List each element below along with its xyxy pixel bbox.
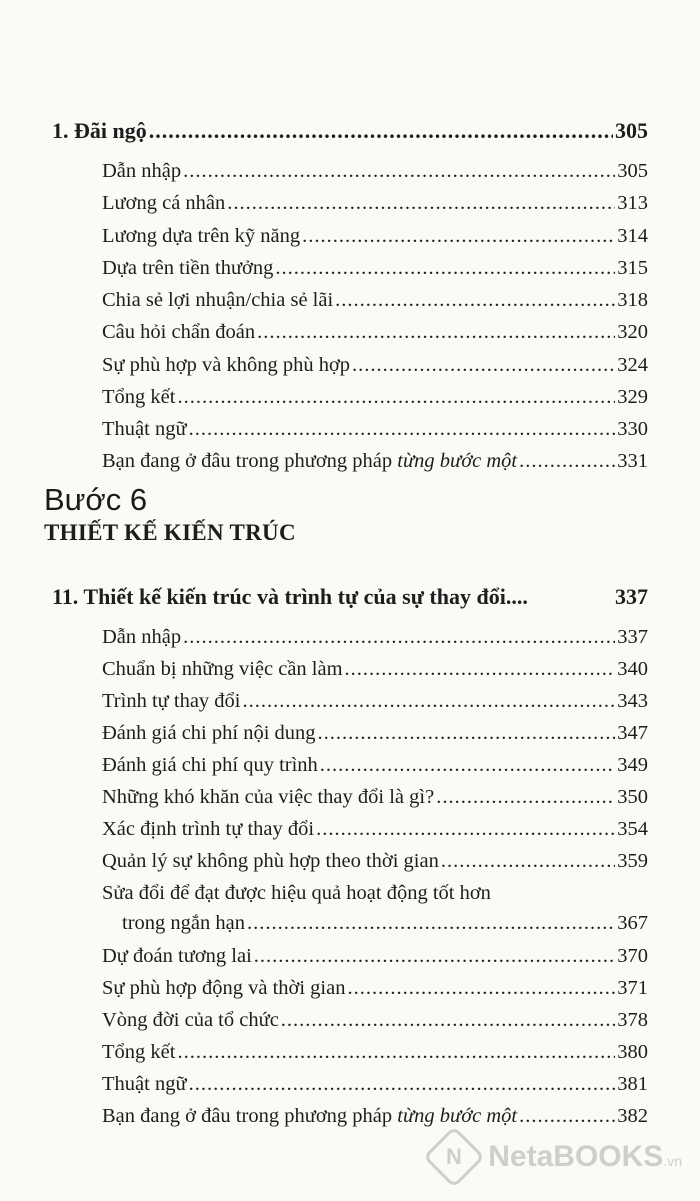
entry-label: Đánh giá chi phí nội dung <box>102 722 316 744</box>
page-number: 349 <box>617 754 648 776</box>
entry-label: Trình tự thay đổi <box>102 690 241 712</box>
entry-label-text: Bạn đang ở đâu trong phương pháp <box>102 450 398 472</box>
toc-entry[interactable] <box>102 253 648 283</box>
entry-label: Sự phù hợp và không phù hợp <box>102 354 351 376</box>
step-title: Bước 6 <box>44 482 148 517</box>
page-number: 340 <box>617 658 648 680</box>
toc-entry[interactable] <box>102 718 648 748</box>
entry-label: Xác định trình tự thay đổi <box>102 818 315 840</box>
toc-entry[interactable] <box>102 350 648 380</box>
entry-label: Lương dựa trên kỹ năng <box>102 225 301 247</box>
page-number: 337 <box>617 626 648 648</box>
entry-label-italic: từng bước một <box>397 1105 518 1127</box>
toc-entry[interactable] <box>102 382 648 412</box>
page-number: 350 <box>617 786 648 808</box>
page-number: 305 <box>617 160 648 182</box>
page-number: 313 <box>617 192 648 214</box>
dot-leader <box>275 253 615 283</box>
entry-label-italic: từng bước một <box>397 450 518 472</box>
entry-label: Dự đoán tương lai <box>102 945 252 967</box>
page-number: 343 <box>617 690 648 712</box>
page-number: 367 <box>617 912 648 934</box>
dot-leader <box>281 1005 615 1035</box>
watermark-logo <box>432 1135 682 1179</box>
toc-entry[interactable] <box>102 846 648 876</box>
dot-leader <box>183 156 615 186</box>
chapter-label: 1. Đãi ngộ <box>52 118 147 143</box>
entry-label: Dựa trên tiền thưởng <box>102 257 274 279</box>
entry-label: Chia sẻ lợi nhuận/chia sẻ lãi <box>102 289 334 311</box>
toc-entry[interactable] <box>102 285 648 315</box>
page-number: 305 <box>615 118 648 143</box>
dot-leader <box>149 116 613 146</box>
toc-entry[interactable] <box>102 1037 648 1067</box>
toc-entry[interactable] <box>102 446 648 476</box>
entry-label-continued: trong ngắn hạn <box>122 912 245 934</box>
toc-entry[interactable] <box>102 750 648 780</box>
entry-label: Tổng kết <box>102 1041 176 1063</box>
entry-label: Câu hỏi chẩn đoán <box>102 321 256 343</box>
dot-leader <box>247 908 615 938</box>
dot-leader <box>519 446 615 476</box>
page-number: 329 <box>617 386 648 408</box>
toc-entry[interactable] <box>102 221 648 251</box>
page-number: 354 <box>617 818 648 840</box>
toc-entry[interactable] <box>102 156 648 186</box>
page-number: 381 <box>617 1073 648 1095</box>
part-title: THIẾT KẾ KIẾN TRÚC <box>44 520 296 545</box>
page-number: 347 <box>617 722 648 744</box>
toc-entry-line-1[interactable] <box>102 878 648 908</box>
entry-label: Sửa đổi để đạt được hiệu quả hoạt động tốt hơn <box>102 882 491 904</box>
entry-label: Dẫn nhập <box>102 626 182 648</box>
watermark-text: NetaBOOKS.vn <box>488 1140 682 1173</box>
chapter-label: 11. Thiết kế kiến trúc và trình tự của sự thay đổi.... <box>52 584 528 609</box>
entry-label-text: Bạn đang ở đâu trong phương pháp <box>102 1105 398 1127</box>
dot-leader <box>227 188 615 218</box>
dot-leader <box>189 1069 616 1099</box>
page-number: 320 <box>617 321 648 343</box>
dot-leader <box>316 814 615 844</box>
dot-leader <box>189 414 616 444</box>
toc-entry[interactable] <box>102 814 648 844</box>
toc-chapter-11[interactable] <box>52 582 648 612</box>
dot-leader <box>177 382 615 412</box>
entry-label: Thuật ngữ <box>102 1073 187 1095</box>
entry-label: Dẫn nhập <box>102 160 182 182</box>
page-number: 324 <box>617 354 648 376</box>
entry-label: Những khó khăn của việc thay đổi là gì? <box>102 786 435 808</box>
entry-label: Đánh giá chi phí quy trình <box>102 754 318 776</box>
page-number: 371 <box>617 977 648 999</box>
toc-entry[interactable] <box>102 941 648 971</box>
toc-chapter-10[interactable] <box>52 116 648 146</box>
dot-leader <box>441 846 615 876</box>
dot-leader <box>320 750 615 780</box>
toc-entry[interactable] <box>102 414 648 444</box>
toc-entry-line-2[interactable] <box>122 908 648 938</box>
dot-leader <box>177 1037 615 1067</box>
toc-entry[interactable] <box>102 317 648 347</box>
toc-entry[interactable] <box>102 973 648 1003</box>
entry-label: Lương cá nhân <box>102 192 226 214</box>
dot-leader <box>519 1101 615 1131</box>
toc-entry[interactable] <box>102 1069 648 1099</box>
entry-label: Sự phù hợp động và thời gian <box>102 977 346 999</box>
page-number: 370 <box>617 945 648 967</box>
entry-label <box>102 446 517 476</box>
toc-entry[interactable] <box>102 1005 648 1035</box>
dot-leader <box>352 350 615 380</box>
toc-entry[interactable] <box>102 622 648 652</box>
page-number: 318 <box>617 289 648 311</box>
dot-leader <box>183 622 615 652</box>
toc-entry[interactable] <box>102 782 648 812</box>
page-number: 380 <box>617 1041 648 1063</box>
page-number: 314 <box>617 225 648 247</box>
toc-entry[interactable] <box>102 1101 648 1131</box>
entry-label: Chuẩn bị những việc cần làm <box>102 658 343 680</box>
page-number: 330 <box>617 418 648 440</box>
page-number: 382 <box>617 1105 648 1127</box>
page-number: 331 <box>617 450 648 472</box>
toc-entry[interactable] <box>102 654 648 684</box>
dot-leader <box>257 317 615 347</box>
dot-leader <box>318 718 616 748</box>
page-number: 315 <box>617 257 648 279</box>
dot-leader <box>345 654 616 684</box>
entry-label <box>102 1101 517 1131</box>
dot-leader <box>254 941 615 971</box>
netabooks-logo-icon: N <box>423 1126 485 1188</box>
dot-leader <box>243 686 616 716</box>
dot-leader <box>436 782 615 812</box>
entry-label: Quản lý sự không phù hợp theo thời gian <box>102 850 439 872</box>
entry-label: Tổng kết <box>102 386 176 408</box>
toc-entry[interactable] <box>102 188 648 218</box>
dot-leader <box>335 285 615 315</box>
page-number: 378 <box>617 1009 648 1031</box>
dot-leader <box>347 973 615 1003</box>
toc-entry[interactable] <box>102 686 648 716</box>
page-number: 359 <box>617 850 648 872</box>
entry-label: Vòng đời của tổ chức <box>102 1009 279 1031</box>
dot-leader <box>302 221 615 251</box>
entry-label: Thuật ngữ <box>102 418 187 440</box>
page-number: 337 <box>615 584 648 609</box>
